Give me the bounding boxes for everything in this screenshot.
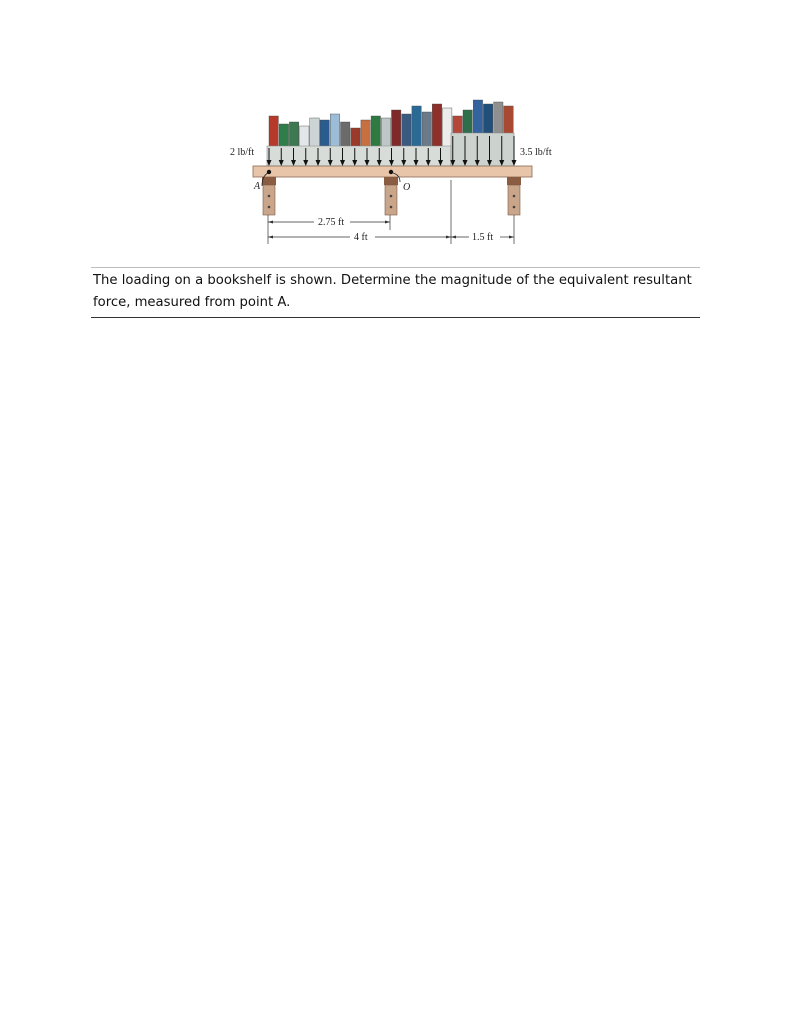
load-block-right [451, 133, 514, 166]
point-o-dot [389, 170, 393, 174]
bookshelf-figure [0, 0, 791, 260]
bracket-middle [384, 177, 398, 215]
point-o-label: O [403, 182, 411, 193]
load-right-label: 3.5 lb/ft [520, 147, 552, 158]
load-left-label: 2 lb/ft [230, 147, 255, 158]
point-a-label: A [254, 181, 261, 192]
dim-4-label: 4 ft [354, 232, 368, 243]
bracket-left [262, 177, 276, 215]
problem-text: The loading on a bookshelf is shown. Determine the magnitude of the equivalent resultant force, measured from point A. [93, 273, 692, 310]
dim-2-75-label: 2.75 ft [318, 217, 345, 228]
dim-1-5-label: 1.5 ft [472, 232, 494, 243]
problem-statement [91, 267, 700, 318]
bracket-right [507, 177, 521, 215]
